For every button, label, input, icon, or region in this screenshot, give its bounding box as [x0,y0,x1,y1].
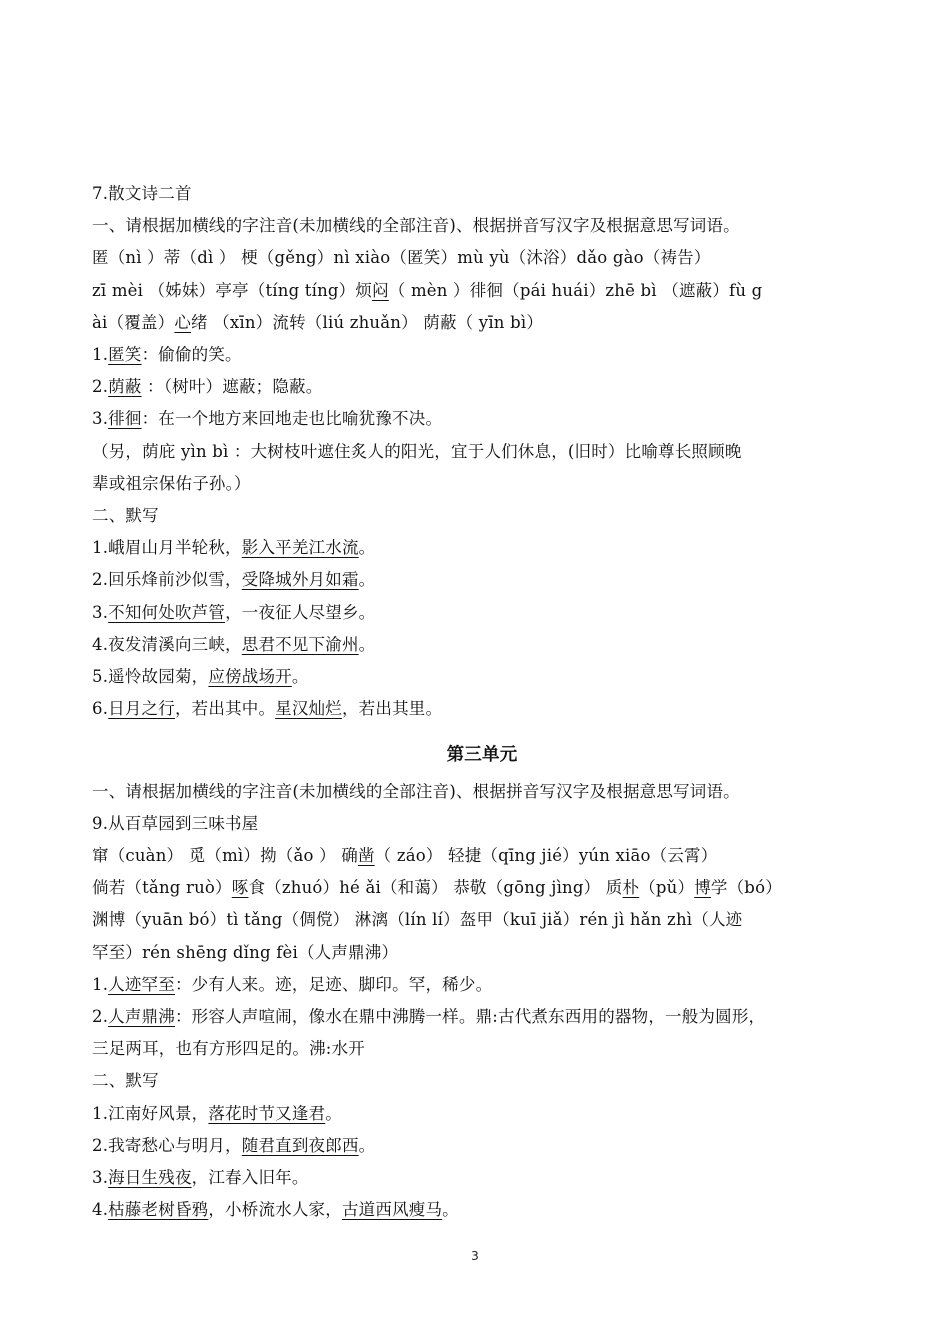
lesson7-pinyin-line2: zī mèi （姊妹）亭亭（tíng tíng）烦闷（ mèn ）徘徊（pái huái）zhē bì （遮蔽）fù g [92,280,763,300]
lesson7-pinyin-line1: 匿（nì ）蒂（dì ） 梗（gěng）nì xiào（匿笑）mù yù（沐浴）dǎo gào（祷告） [92,248,711,268]
answer-blank: 随君直到夜郎西 [241,1135,359,1155]
unit3-task2-heading: 二、默写 [92,1071,159,1091]
lesson9-definition-1: 1.人迹罕至：少有人来。迹，足迹、脚印。罕，稀少。 [92,974,493,994]
underlined-char: 心 [174,312,192,332]
recite-line: 4.枯藤老树昏鸦，小桥流水人家，古道西风瘦马。 [92,1200,459,1220]
definition-term: 匿笑 [108,345,142,365]
underlined-char: 啄 [231,878,249,898]
recite-line: 1.江南好风景，落花时节又逢君。 [92,1103,342,1123]
recite-line: 6.日月之行，若出其中。星汉灿烂，若出其里。 [92,699,443,719]
unit-title: 第三单元 [446,745,518,766]
lesson7-note: （另，荫庇 yìn bì ：大树枝叶遮住炙人的阳光，宜于人们休息，(旧时）比喻尊长照顾晚 [92,441,742,461]
definition-term: 人迹罕至 [108,974,175,994]
lesson7-title: 7.散文诗二首 [92,184,192,203]
lesson7-definition-2: 2.荫蔽 ：（树叶）遮蔽；隐蔽。 [92,377,323,397]
underlined-char: 闷 [372,280,389,300]
answer-blank: 思君不见下渝州 [241,634,359,654]
document-page [92,178,872,1227]
lesson9-pinyin-line4: 罕至）rén shēng dǐng fèi（人声鼎沸） [92,942,399,962]
recite-line: 4.夜发清溪向三峡，思君不见下渝州。 [92,634,376,654]
lesson7-task1-heading: 一、请根据加横线的字注音(未加横线的全部注音)、根据拼音写汉字及根据意思写词语。 [92,216,740,236]
lesson9-pinyin-line3: 渊博（yuān bó）tì tǎng（倜傥） 淋漓（lín lí）盔甲（kuī jiǎ）rén jì hǎn zhì（人迹 [92,910,743,930]
lesson7-definition-1: 1.匿笑：偷偷的笑。 [92,345,242,365]
answer-blank: 受降城外月如霜 [241,570,359,590]
answer-blank: 星汉灿烂 [275,699,342,719]
lesson7-note-cont: 辈或祖宗保佑子孙。） [92,473,251,493]
lesson9-definition-2-cont: 三足两耳，也有方形四足的。沸:水开 [92,1039,365,1059]
lesson9-title: 9.从百草园到三味书屋 [92,813,259,833]
recite-line: 3.不知何处吹芦管，一夜征人尽望乡。 [92,602,376,622]
lesson7-definition-3: 3.徘徊：在一个地方来回地走也比喻犹豫不决。 [92,409,443,429]
recite-line: 1.峨眉山月半轮秋，影入平羌江水流。 [92,538,376,558]
definition-term: 人声鼎沸 [108,1007,175,1027]
answer-blank: 枯藤老树昏鸦 [108,1200,209,1220]
lesson9-definition-2: 2.人声鼎沸：形容人声喧闹，像水在鼎中沸腾一样。鼎:古代煮东西用的器物，一般为圆形， [92,1007,766,1027]
answer-blank: 落花时节又逢君 [208,1103,326,1123]
lesson9-pinyin-line1: 窜（cuàn） 觅（mì）拗（ǎo ） 确凿（ záo） 轻捷（qīng jié）yún xiāo（云霄） [92,846,718,866]
unit3-task1-heading: 一、请根据加横线的字注音(未加横线的全部注音)、根据拼音写汉字及根据意思写词语。 [92,781,740,801]
answer-blank: 海日生残夜 [108,1168,192,1188]
answer-blank: 影入平羌江水流 [241,538,359,558]
recite-line: 2.我寄愁心与明月，随君直到夜郎西。 [92,1135,376,1155]
underlined-char: 博 [694,878,711,898]
recite-line: 3.海日生残夜，江春入旧年。 [92,1168,309,1188]
recite-line: 2.回乐烽前沙似雪，受降城外月如霜。 [92,570,376,590]
lesson7-pinyin-line3: ài（覆盖）心绪 （xīn）流转（liú zhuǎn） 荫蔽（ yīn bì） [92,312,544,332]
answer-blank: 日月之行 [108,699,175,719]
page-number: 3 [471,1249,479,1263]
lesson7-task2-heading: 二、默写 [92,506,159,526]
answer-blank: 古道西风瘦马 [341,1200,443,1220]
answer-blank: 不知何处吹芦管 [108,602,226,622]
lesson9-pinyin-line2: 倘若（tǎng ruò）啄食（zhuó）hé ǎi（和蔼） 恭敬（gōng jìng） 质朴（pǔ）博学（bó） [92,878,782,898]
answer-blank: 应傍战场开 [208,667,292,687]
definition-term: 徘徊 [108,409,142,429]
underlined-char: 凿 [357,846,375,866]
definition-term: 荫蔽 [108,377,142,397]
underlined-char: 朴 [622,878,640,898]
recite-line: 5.遥怜故园菊，应傍战场开。 [92,667,309,687]
